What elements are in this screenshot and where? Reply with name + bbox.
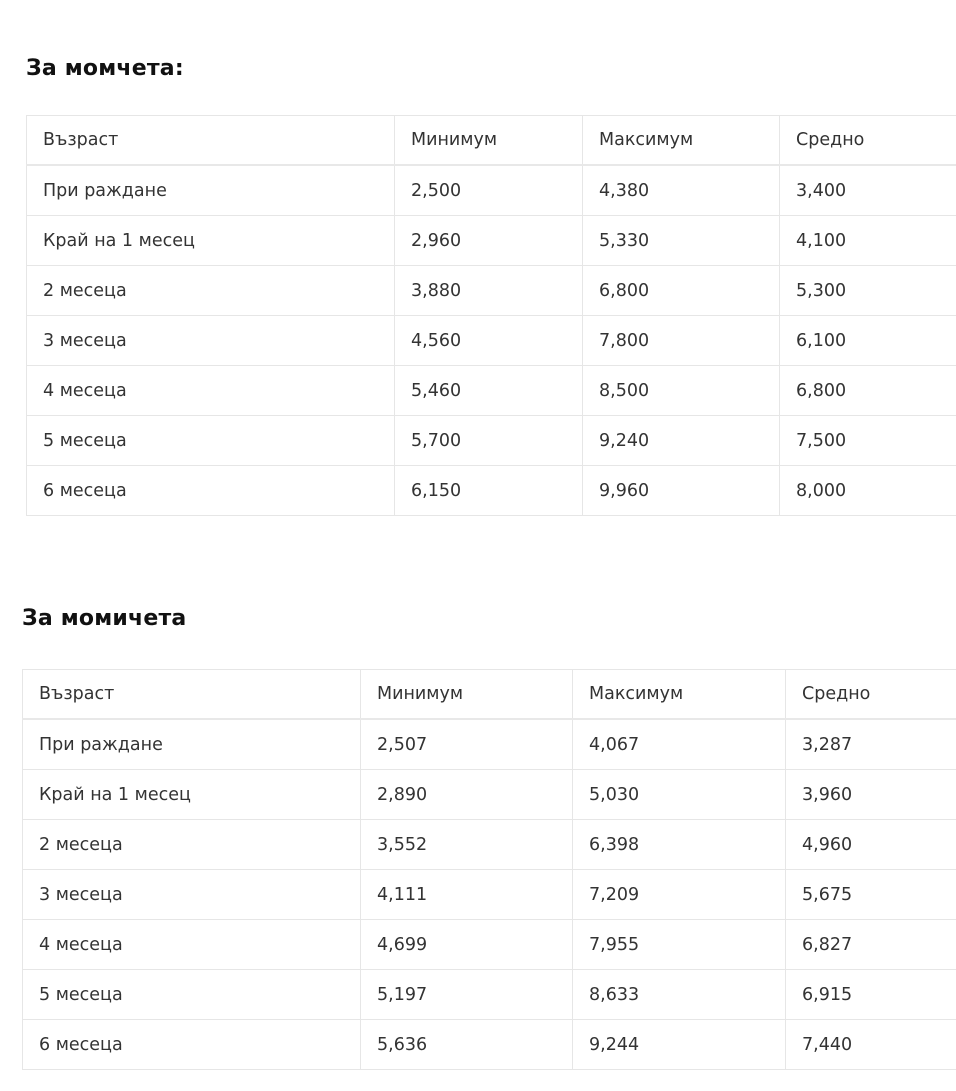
- table-row: [27, 316, 956, 366]
- section-title-boys: За момчета:: [26, 56, 184, 81]
- cell-maximum: 7,209: [573, 870, 786, 920]
- cell-age: 5 месеца: [27, 416, 395, 466]
- table-row: [27, 366, 956, 416]
- cell-age: 6 месеца: [23, 1020, 361, 1070]
- cell-maximum: 5,330: [583, 216, 780, 266]
- cell-minimum: 6,150: [395, 466, 583, 516]
- table-row: [27, 216, 956, 266]
- table-row: [23, 920, 956, 970]
- cell-age: 2 месеца: [27, 266, 395, 316]
- cell-average: 7,500: [780, 416, 956, 466]
- cell-age: При раждане: [27, 165, 395, 216]
- cell-age: 6 месеца: [27, 466, 395, 516]
- table-row: [27, 165, 956, 216]
- cell-average: 8,000: [780, 466, 956, 516]
- cell-age: 4 месеца: [27, 366, 395, 416]
- cell-age: При раждане: [23, 719, 361, 770]
- cell-minimum: 4,111: [361, 870, 573, 920]
- cell-maximum: 8,633: [573, 970, 786, 1020]
- cell-maximum: 6,800: [583, 266, 780, 316]
- cell-minimum: 3,880: [395, 266, 583, 316]
- cell-average: 6,827: [786, 920, 956, 970]
- table-row: [23, 870, 956, 920]
- cell-average: 3,287: [786, 719, 956, 770]
- cell-minimum: 4,560: [395, 316, 583, 366]
- table-header-row: [23, 670, 956, 720]
- cell-age: Край на 1 месец: [27, 216, 395, 266]
- cell-average: 5,300: [780, 266, 956, 316]
- cell-maximum: 7,955: [573, 920, 786, 970]
- cell-average: 6,915: [786, 970, 956, 1020]
- cell-average: 3,960: [786, 770, 956, 820]
- cell-minimum: 2,960: [395, 216, 583, 266]
- column-header-age: Възраст: [23, 670, 361, 720]
- girls-weight-table: [22, 669, 956, 1070]
- table-row: [23, 770, 956, 820]
- cell-age: 3 месеца: [23, 870, 361, 920]
- cell-age: Край на 1 месец: [23, 770, 361, 820]
- column-header-average: Средно: [786, 670, 956, 720]
- table-row: [23, 719, 956, 770]
- cell-maximum: 9,960: [583, 466, 780, 516]
- boys-weight-table: [26, 115, 956, 516]
- cell-minimum: 5,700: [395, 416, 583, 466]
- cell-minimum: 4,699: [361, 920, 573, 970]
- cell-maximum: 7,800: [583, 316, 780, 366]
- cell-maximum: 8,500: [583, 366, 780, 416]
- section-title-girls: За момичета: [22, 606, 187, 631]
- cell-maximum: 4,380: [583, 165, 780, 216]
- column-header-minimum: Минимум: [395, 116, 583, 166]
- column-header-maximum: Максимум: [583, 116, 780, 166]
- column-header-average: Средно: [780, 116, 956, 166]
- column-header-maximum: Максимум: [573, 670, 786, 720]
- cell-average: 7,440: [786, 1020, 956, 1070]
- cell-age: 4 месеца: [23, 920, 361, 970]
- cell-age: 3 месеца: [27, 316, 395, 366]
- cell-age: 5 месеца: [23, 970, 361, 1020]
- cell-maximum: 9,240: [583, 416, 780, 466]
- cell-average: 4,960: [786, 820, 956, 870]
- table-row: [27, 466, 956, 516]
- column-header-age: Възраст: [27, 116, 395, 166]
- table-row: [23, 970, 956, 1020]
- cell-minimum: 2,507: [361, 719, 573, 770]
- cell-minimum: 3,552: [361, 820, 573, 870]
- cell-average: 6,800: [780, 366, 956, 416]
- cell-average: 6,100: [780, 316, 956, 366]
- column-header-minimum: Минимум: [361, 670, 573, 720]
- table-row: [23, 1020, 956, 1070]
- cell-minimum: 2,500: [395, 165, 583, 216]
- cell-average: 3,400: [780, 165, 956, 216]
- cell-age: 2 месеца: [23, 820, 361, 870]
- cell-average: 4,100: [780, 216, 956, 266]
- cell-minimum: 5,636: [361, 1020, 573, 1070]
- cell-minimum: 5,197: [361, 970, 573, 1020]
- table-header-row: [27, 116, 956, 166]
- cell-maximum: 4,067: [573, 719, 786, 770]
- table-row: [23, 820, 956, 870]
- cell-maximum: 5,030: [573, 770, 786, 820]
- cell-maximum: 6,398: [573, 820, 786, 870]
- table-row: [27, 266, 956, 316]
- cell-minimum: 2,890: [361, 770, 573, 820]
- cell-average: 5,675: [786, 870, 956, 920]
- table-row: [27, 416, 956, 466]
- cell-maximum: 9,244: [573, 1020, 786, 1070]
- cell-minimum: 5,460: [395, 366, 583, 416]
